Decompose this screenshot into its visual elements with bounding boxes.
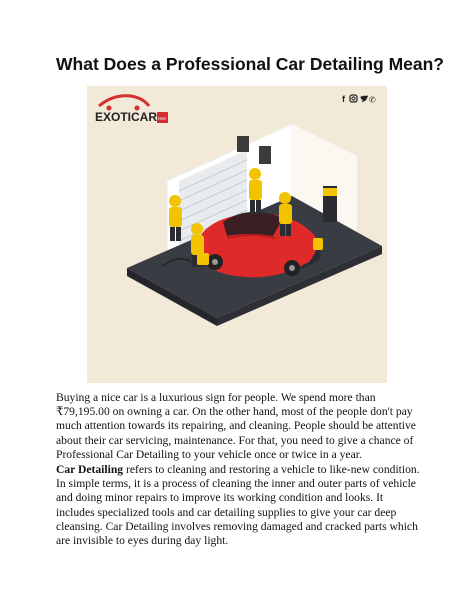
page-title: What Does a Professional Car Detailing Mean? [56, 54, 444, 74]
whatsapp-icon: ✆ [369, 95, 376, 105]
definition-text: refers to cleaning and restoring a vehicle to like-new condition. In simple terms, it is a process of cleaning the inner and outer parts of vehicle and doing minor repairs to improve its working condition and looks. It includes specialized tools and car detailing supplies to give your car deep cleansing. Car Detailing involves removing damaged and cracked parts which are invisible to eyes during day light. [56, 463, 420, 548]
exoticar-logo [95, 96, 168, 124]
instagram-icon [350, 95, 357, 102]
logo-wordmark: EXOTICAR [95, 110, 158, 124]
definition-paragraph [56, 463, 424, 548]
twitter-icon [360, 95, 368, 102]
facebook-icon: f [342, 94, 345, 104]
logo-suffix: rent [158, 116, 166, 121]
hero-image [87, 86, 387, 383]
intro-paragraph: Buying a nice car is a luxurious sign for people. We spend more than ₹79,195.00 on owning a car. On the other hand, most of the people don't pay much attention towards its repairing, and cleaning. People should be attentive about their car servicing, maintenance. For that, you need to give a chance of Professional Car Detailing to your vehicle once or twice in a year. [56, 391, 416, 461]
social-icons [342, 94, 376, 105]
car-detailing-illustration [87, 86, 387, 383]
definition-term: Car Detailing [56, 463, 124, 476]
